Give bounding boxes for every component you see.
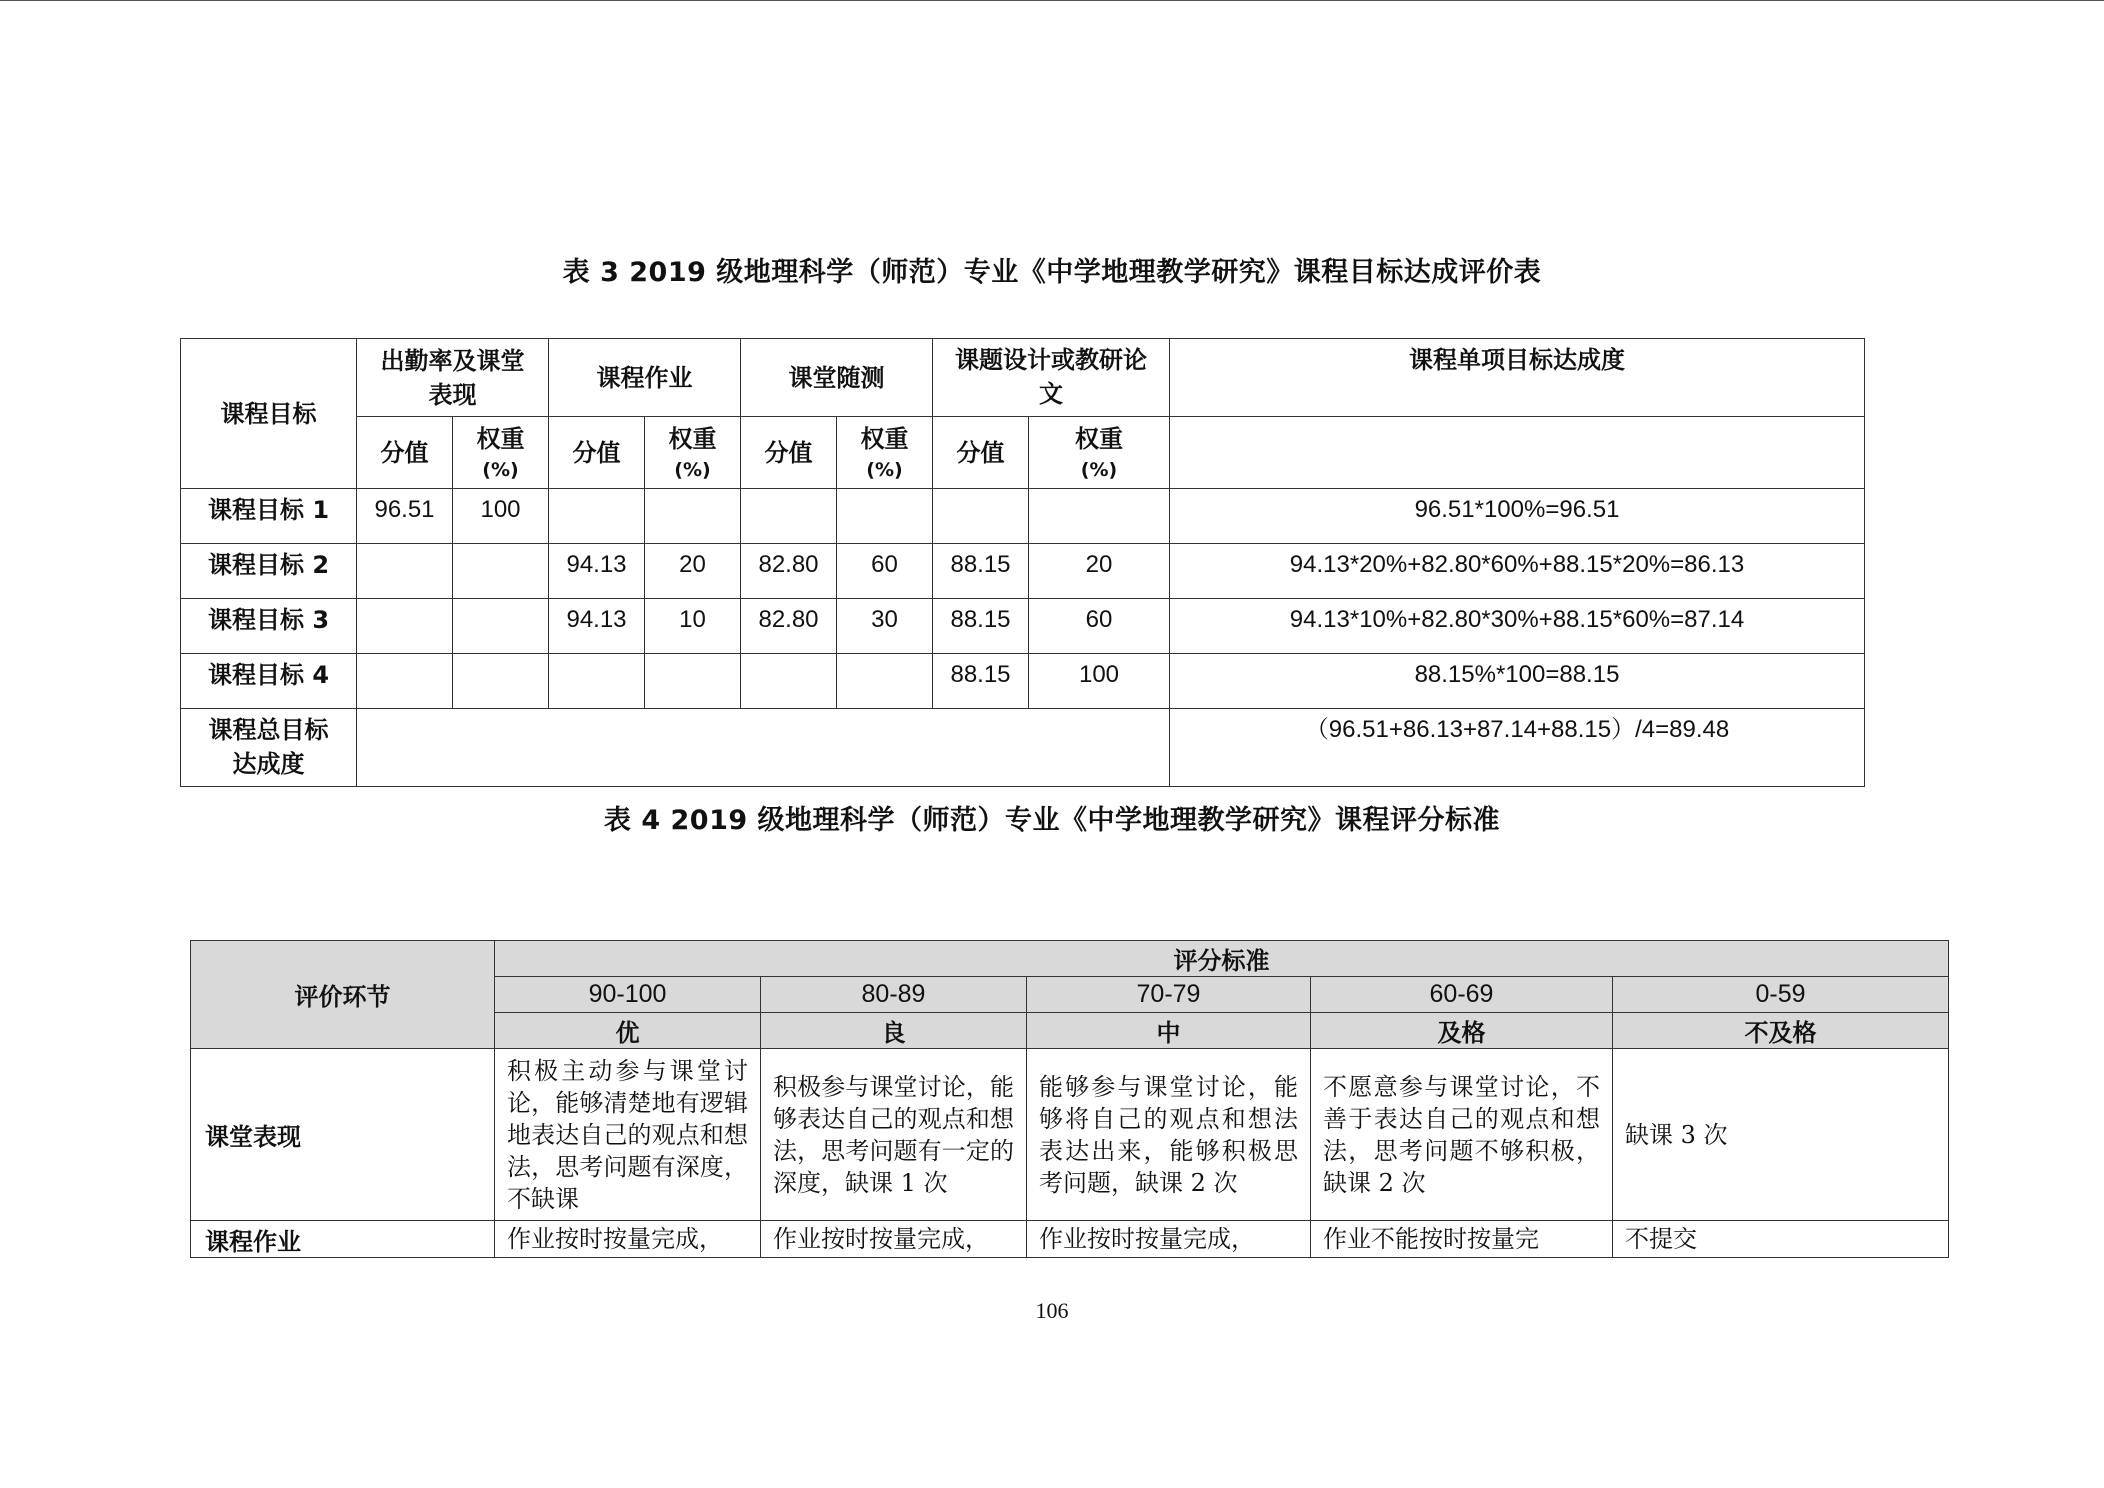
table4-title: 表 4 2019 级地理科学（师范）专业《中学地理教学研究》课程评分标准 bbox=[603, 805, 1501, 836]
header-evaluation-item: 评价环节 bbox=[191, 941, 495, 1049]
quiz-weight: 60 bbox=[837, 544, 933, 599]
paper-weight: 60 bbox=[1029, 599, 1170, 654]
table-row bbox=[181, 599, 1865, 654]
quiz-score bbox=[741, 489, 837, 544]
header-grading-standard: 评分标准 bbox=[495, 941, 1949, 977]
range-cell: 70-79 bbox=[1027, 977, 1311, 1013]
header-quiz-score: 分值 bbox=[741, 417, 837, 489]
criteria-cell: 能够参与课堂讨论，能够将自己的观点和想法表达出来，能够积极思考问题，缺课 2 次 bbox=[1027, 1049, 1311, 1221]
weight-label: 权重 bbox=[1075, 424, 1123, 453]
row-label: 课程目标 4 bbox=[181, 654, 357, 709]
table3-title: 表 3 2019 级地理科学（师范）专业《中学地理教学研究》课程目标达成评价表 bbox=[562, 257, 1542, 288]
criteria-cell: 作业按时按量完成， bbox=[495, 1221, 761, 1258]
grade-cell: 中 bbox=[1027, 1013, 1311, 1049]
table-row-total bbox=[181, 709, 1865, 787]
quiz-weight: 30 bbox=[837, 599, 933, 654]
header-attendance bbox=[357, 339, 549, 417]
hw-weight: 10 bbox=[645, 599, 741, 654]
page-number: 106 bbox=[1035, 1298, 1069, 1323]
weight-unit: (%) bbox=[866, 458, 903, 481]
att-score: 96.51 bbox=[357, 489, 453, 544]
hw-score: 94.13 bbox=[549, 544, 645, 599]
table-row bbox=[181, 544, 1865, 599]
row-label: 课程目标 2 bbox=[181, 544, 357, 599]
header-paper bbox=[933, 339, 1170, 417]
criteria-cell: 不提交 bbox=[1613, 1221, 1949, 1258]
header-att-weight bbox=[453, 417, 549, 489]
weight-label: 权重 bbox=[668, 424, 717, 453]
row-label: 课堂表现 bbox=[191, 1049, 495, 1221]
header-course-target: 课程目标 bbox=[181, 339, 357, 489]
quiz-weight bbox=[837, 489, 933, 544]
paper-weight bbox=[1029, 489, 1170, 544]
criteria-cell: 积极参与课堂讨论，能够表达自己的观点和想法，思考问题有一定的深度，缺课 1 次 bbox=[761, 1049, 1027, 1221]
range-cell: 80-89 bbox=[761, 977, 1027, 1013]
table4-grading-standard bbox=[190, 940, 1949, 1258]
header-paper-score: 分值 bbox=[933, 417, 1029, 489]
paper-score: 88.15 bbox=[933, 544, 1029, 599]
grade-cell: 优 bbox=[495, 1013, 761, 1049]
range-cell: 60-69 bbox=[1311, 977, 1613, 1013]
quiz-score: 82.80 bbox=[741, 544, 837, 599]
grade-cell: 及格 bbox=[1311, 1013, 1613, 1049]
grade-cell: 良 bbox=[761, 1013, 1027, 1049]
header-attendance-text: 出勤率及课堂表现 bbox=[380, 346, 525, 409]
hw-weight bbox=[645, 489, 741, 544]
hw-score bbox=[549, 489, 645, 544]
total-label bbox=[181, 709, 357, 787]
header-achievement: 课程单项目标达成度 bbox=[1170, 339, 1865, 417]
header-paper-weight bbox=[1029, 417, 1170, 489]
hw-score bbox=[549, 654, 645, 709]
weight-label: 权重 bbox=[860, 424, 909, 453]
total-result: （96.51+86.13+87.14+88.15）/4=89.48 bbox=[1170, 709, 1865, 787]
paper-score: 88.15 bbox=[933, 599, 1029, 654]
quiz-score bbox=[741, 654, 837, 709]
row-label: 课程目标 1 bbox=[181, 489, 357, 544]
achievement-result: 94.13*20%+82.80*60%+88.15*20%=86.13 bbox=[1170, 544, 1865, 599]
header-quiz-weight bbox=[837, 417, 933, 489]
achievement-result: 96.51*100%=96.51 bbox=[1170, 489, 1865, 544]
weight-unit: (%) bbox=[482, 458, 519, 481]
quiz-weight bbox=[837, 654, 933, 709]
att-weight bbox=[453, 599, 549, 654]
paper-weight: 100 bbox=[1029, 654, 1170, 709]
total-blank bbox=[357, 709, 1170, 787]
table-row bbox=[181, 654, 1865, 709]
att-weight: 100 bbox=[453, 489, 549, 544]
table3-achievement-evaluation bbox=[180, 338, 1865, 787]
table-row bbox=[181, 489, 1865, 544]
grade-cell: 不及格 bbox=[1613, 1013, 1949, 1049]
att-score bbox=[357, 654, 453, 709]
att-weight bbox=[453, 654, 549, 709]
page-top-rule bbox=[0, 0, 2104, 1]
range-cell: 0-59 bbox=[1613, 977, 1949, 1013]
header-att-score: 分值 bbox=[357, 417, 453, 489]
att-score bbox=[357, 544, 453, 599]
row-label: 课程目标 3 bbox=[181, 599, 357, 654]
table-row bbox=[191, 1221, 1949, 1258]
weight-unit: (%) bbox=[1080, 458, 1118, 481]
header-homework: 课程作业 bbox=[549, 339, 741, 417]
hw-score: 94.13 bbox=[549, 599, 645, 654]
att-weight bbox=[453, 544, 549, 599]
criteria-cell: 作业按时按量完成， bbox=[761, 1221, 1027, 1258]
criteria-cell: 作业不能按时按量完 bbox=[1311, 1221, 1613, 1258]
header-paper-text: 课题设计或教研论文 bbox=[955, 346, 1147, 408]
criteria-cell: 积极主动参与课堂讨论，能够清楚地有逻辑地表达自己的观点和想法，思考问题有深度，不缺课 bbox=[495, 1049, 761, 1221]
criteria-cell: 不愿意参与课堂讨论，不善于表达自己的观点和想法，思考问题不够积极，缺课 2 次 bbox=[1311, 1049, 1613, 1221]
table-row bbox=[191, 1049, 1949, 1221]
hw-weight bbox=[645, 654, 741, 709]
total-label-text: 课程总目标达成度 bbox=[208, 716, 329, 778]
att-score bbox=[357, 599, 453, 654]
weight-label: 权重 bbox=[476, 424, 525, 453]
header-quiz: 课堂随测 bbox=[741, 339, 933, 417]
achievement-result: 88.15%*100=88.15 bbox=[1170, 654, 1865, 709]
quiz-score: 82.80 bbox=[741, 599, 837, 654]
paper-weight: 20 bbox=[1029, 544, 1170, 599]
paper-score: 88.15 bbox=[933, 654, 1029, 709]
hw-weight: 20 bbox=[645, 544, 741, 599]
weight-unit: (%) bbox=[674, 458, 711, 481]
header-hw-score: 分值 bbox=[549, 417, 645, 489]
criteria-cell: 作业按时按量完成， bbox=[1027, 1221, 1311, 1258]
header-achievement-blank bbox=[1170, 417, 1865, 489]
row-label: 课程作业 bbox=[191, 1221, 495, 1258]
header-hw-weight bbox=[645, 417, 741, 489]
criteria-cell: 缺课 3 次 bbox=[1613, 1049, 1949, 1221]
paper-score bbox=[933, 489, 1029, 544]
range-cell: 90-100 bbox=[495, 977, 761, 1013]
achievement-result: 94.13*10%+82.80*30%+88.15*60%=87.14 bbox=[1170, 599, 1865, 654]
